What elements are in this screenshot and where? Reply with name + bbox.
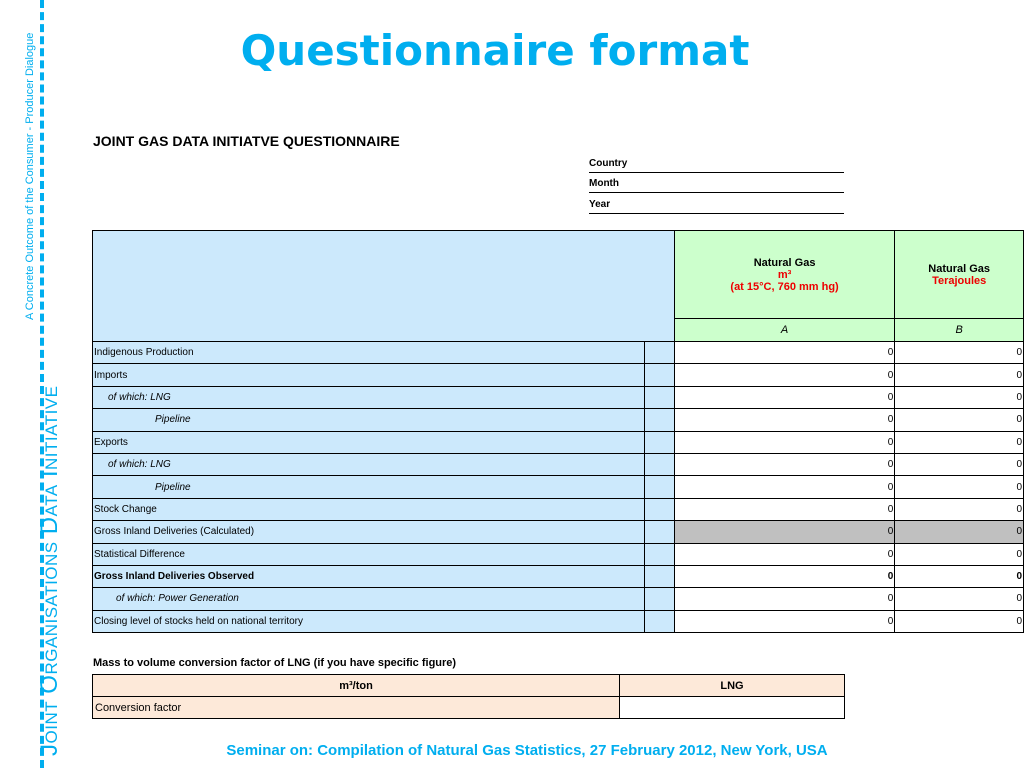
table-row: Indigenous Production 0 0: [93, 342, 1024, 364]
questionnaire-table: [92, 230, 1024, 633]
table-row: Gross Inland Deliveries (Calculated) 0 0: [93, 521, 1024, 543]
conversion-header-unit: m³/ton: [93, 675, 620, 697]
conversion-title: Mass to volume conversion factor of LNG (if you have specific figure): [93, 657, 457, 669]
branding-sub: A Concrete Outcome of the Consumer - Producer Dialogue: [24, 32, 36, 320]
column-b-letter: B: [895, 319, 1024, 342]
table-row: of which: LNG 0 0: [93, 453, 1024, 475]
conversion-factor-input[interactable]: [620, 697, 845, 719]
slide-title: Questionnaire format: [240, 26, 750, 75]
conversion-header-lng: LNG: [620, 675, 845, 697]
country-field[interactable]: Country: [589, 158, 844, 173]
table-row: Pipeline 0 0: [93, 476, 1024, 498]
month-field[interactable]: Month: [589, 178, 844, 193]
table-row: Imports 0 0: [93, 364, 1024, 386]
conversion-table: [92, 674, 845, 719]
table-row: Statistical Difference 0 0: [93, 543, 1024, 565]
column-a-header: Natural Gas m³ (at 15°C, 760 mm hg): [674, 231, 895, 319]
branding-main: Joint Organisations Data Initiative: [36, 385, 63, 756]
table-row: of which: LNG 0 0: [93, 386, 1024, 408]
column-a-letter: A: [674, 319, 895, 342]
table-row: of which: Power Generation 0 0: [93, 588, 1024, 610]
table-row: Exports 0 0: [93, 431, 1024, 453]
table-row: Gross Inland Deliveries Observed 0 0: [93, 565, 1024, 587]
header-blank: [93, 231, 675, 342]
footer-text: Seminar on: Compilation of Natural Gas Statistics, 27 February 2012, New York, USA: [226, 742, 828, 759]
table-row: Stock Change 0 0: [93, 498, 1024, 520]
table-row: Closing level of stocks held on national territory 0 0: [93, 610, 1024, 632]
conversion-factor-label: Conversion factor: [93, 697, 620, 719]
column-b-header: Natural Gas Terajoules: [895, 231, 1024, 319]
table-row: Pipeline 0 0: [93, 409, 1024, 431]
questionnaire-title: JOINT GAS DATA INITIATVE QUESTIONNAIRE: [93, 133, 400, 149]
year-field[interactable]: Year: [589, 199, 844, 214]
